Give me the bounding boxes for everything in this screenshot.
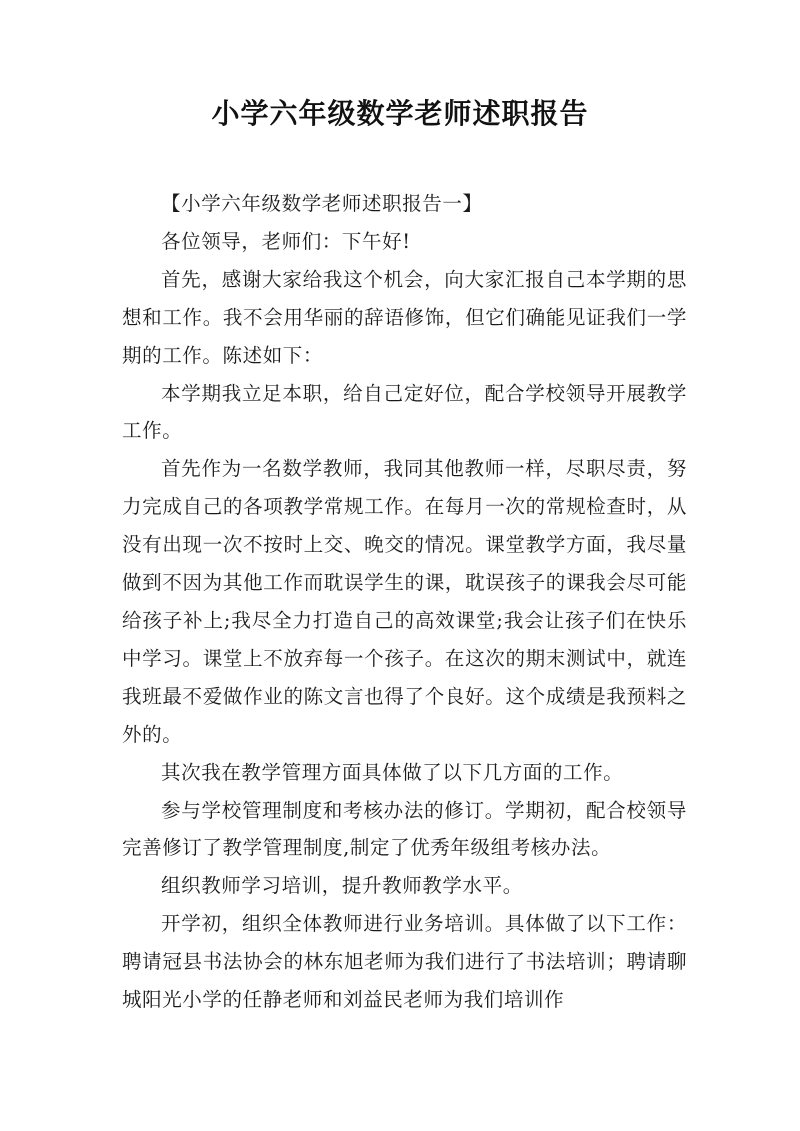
section-heading: 【小学六年级数学老师述职报告一】 [161,192,483,215]
body-paragraph: 开学初，组织全体教师进行业务培训。具体做了以下工作：聘请冠县书法协会的林东旭老师为我们进行了书法培训；聘请聊城阳光小学的任静老师和刘益民老师为我们培训作 [122,912,687,1012]
salutation-paragraph: 各位领导，老师们：下午好! [161,229,411,253]
document-title: 小学六年级数学老师述职报告 [211,97,589,130]
body-paragraph: 其次我在教学管理方面具体做了以下几方面的工作。 [161,760,624,784]
body-paragraph: 组织教师学习培训，提升教师教学水平。 [161,874,523,898]
body-paragraph: 首先作为一名数学教师，我同其他教师一样，尽职尽责，努力完成自己的各项教学常规工作。在每月一次的常规检查时，从没有出现一次不按时上交、晚交的情况。课堂教学方面，我尽量做到不因为其他工作而耽误学生的课，耽误孩子的课我会尽可能给孩子补上;我尽全力打造自己的高效课堂;我会让孩子们在快乐中学习。课堂上不放弃每一个孩子。在这次的期末测试中，就连我班最不爱做作业的陈文言也得了个良好。这个成绩是我预料之外的。 [122,457,687,746]
body-paragraph: 参与学校管理制度和考核办法的修订。学期初，配合校领导完善修订了教学管理制度,制定了优秀年级组考核办法。 [122,798,687,860]
body-paragraph: 本学期我立足本职，给自己定好位，配合学校领导开展教学工作。 [122,381,687,443]
body-paragraph: 首先，感谢大家给我这个机会，向大家汇报自己本学期的思想和工作。我不会用华丽的辞语修饰，但它们确能见证我们一学期的工作。陈述如下： [122,267,687,367]
document-body [122,185,687,1019]
